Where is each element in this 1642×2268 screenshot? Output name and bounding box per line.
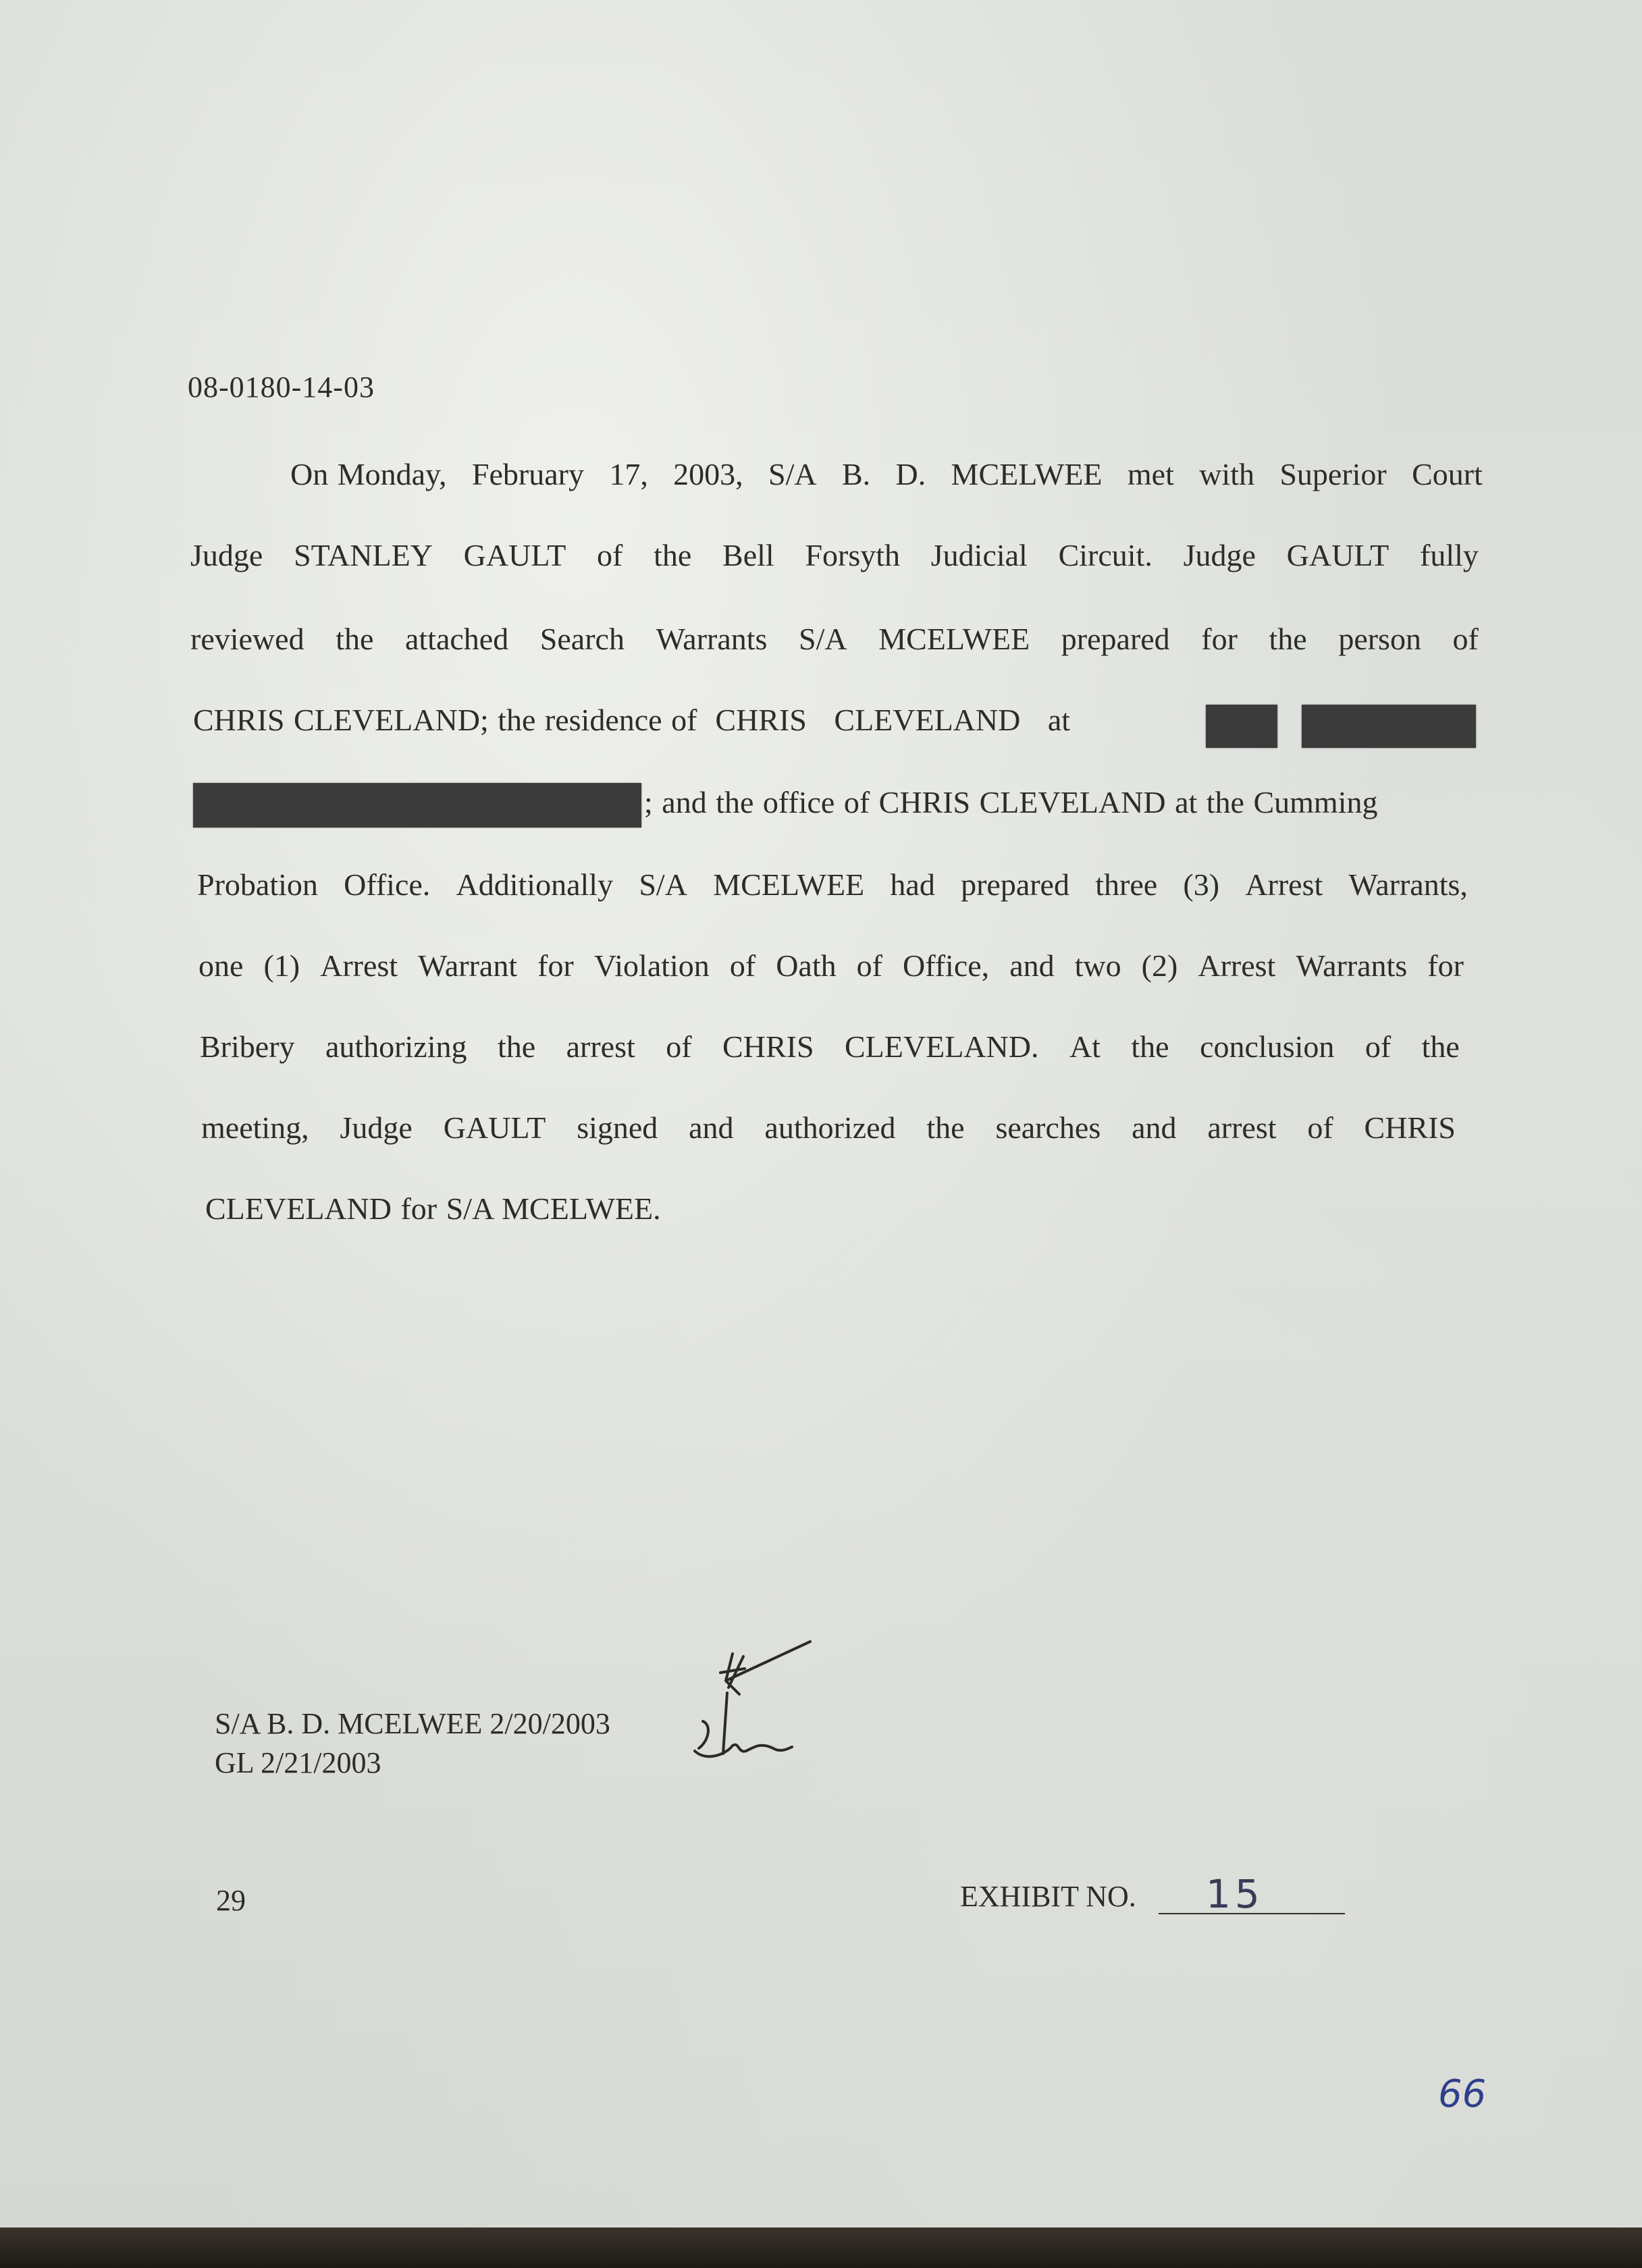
word: of	[1452, 622, 1479, 656]
paragraph-line-10: CLEVELAND for S/A MCELWEE.	[205, 1191, 661, 1226]
word: Superior	[1279, 457, 1387, 491]
word: MCELWEE	[713, 867, 865, 902]
word: for	[537, 948, 574, 983]
word: of	[1307, 1110, 1333, 1145]
paragraph-line-5-text: ; and the office of CHRIS CLEVELAND at the Cumming	[644, 785, 1378, 819]
word: On Monday,	[290, 457, 447, 491]
redaction-box	[193, 783, 641, 828]
paragraph-line-5	[193, 787, 1471, 828]
word: Office.	[344, 867, 431, 902]
word: authorized	[764, 1110, 896, 1145]
word: Bell	[722, 538, 774, 572]
word: person	[1338, 622, 1421, 656]
word: Circuit.	[1058, 538, 1153, 572]
word: three	[1095, 867, 1158, 902]
exhibit-number: 15	[1206, 1871, 1264, 1917]
signature-line-1: S/A B. D. MCELWEE 2/20/2003	[215, 1707, 610, 1740]
word: prepared	[961, 867, 1069, 902]
paragraph-line-2	[190, 540, 1479, 571]
word: CLEVELAND.	[845, 1029, 1039, 1064]
word: MCELWEE	[878, 622, 1030, 656]
desk-edge	[0, 2228, 1642, 2268]
word: reviewed	[190, 622, 304, 656]
word: 17,	[609, 457, 648, 491]
paragraph-line-8	[200, 1031, 1460, 1062]
word: and	[1009, 948, 1055, 983]
word: Bribery	[200, 1029, 295, 1064]
word: the	[1421, 1029, 1460, 1064]
word: Judge	[190, 538, 263, 572]
word: (2)	[1141, 948, 1178, 983]
word: Arrest	[1245, 867, 1323, 902]
word: Arrest	[1198, 948, 1276, 983]
word: had	[890, 867, 935, 902]
word: Violation	[593, 948, 710, 983]
word: (3)	[1183, 867, 1220, 902]
word: Additionally	[456, 867, 614, 902]
word: At	[1069, 1029, 1101, 1064]
word: Judicial	[930, 538, 1028, 572]
word: Warrant	[418, 948, 518, 983]
word: authorizing	[325, 1029, 467, 1064]
word: for	[1201, 622, 1238, 656]
redaction-block	[1206, 705, 1476, 748]
paragraph-line-6	[197, 869, 1468, 900]
word: of	[666, 1029, 692, 1064]
word: S/A	[639, 867, 687, 902]
signature-line-2: GL 2/21/2003	[215, 1746, 381, 1779]
word: and	[1132, 1110, 1177, 1145]
word: S/A	[768, 457, 817, 491]
word: MCELWEE	[951, 457, 1103, 491]
word: prepared	[1061, 622, 1170, 656]
word: attached	[404, 622, 509, 656]
word: GAULT	[1286, 538, 1389, 572]
word: meeting,	[201, 1110, 309, 1145]
word: Oath	[776, 948, 837, 983]
word: the	[926, 1110, 965, 1145]
word: CHRIS	[722, 1029, 814, 1064]
word: of	[597, 538, 623, 572]
redaction-box	[1302, 705, 1476, 748]
word: Forsyth	[805, 538, 901, 572]
redaction-box	[1206, 705, 1277, 748]
word: of	[729, 948, 756, 983]
word: Judge	[340, 1110, 413, 1145]
word: fully	[1420, 538, 1479, 572]
word: arrest	[1207, 1110, 1277, 1145]
paragraph-line-9	[201, 1112, 1456, 1143]
word: the	[336, 622, 374, 656]
word: of	[1365, 1029, 1392, 1064]
word: S/A	[799, 622, 847, 656]
file-number: 08-0180-14-03	[188, 371, 375, 404]
paragraph-line-3	[190, 624, 1479, 655]
word: and	[689, 1110, 734, 1145]
word: for	[1427, 948, 1464, 983]
paragraph-line-4	[193, 705, 1476, 748]
word: conclusion	[1200, 1029, 1335, 1064]
word: STANLEY	[294, 538, 433, 572]
word: the	[654, 538, 692, 572]
word: arrest	[566, 1029, 635, 1064]
paragraph-line-1	[290, 459, 1483, 490]
word: Probation	[197, 867, 318, 902]
paragraph-line-4-text: CHRIS CLEVELAND; the residence of CHRIS CLEVELAND at	[193, 703, 1071, 737]
word: met	[1127, 457, 1174, 491]
paragraph-line-7	[198, 950, 1464, 981]
word: signed	[577, 1110, 658, 1145]
word: February	[471, 457, 584, 491]
word: D.	[895, 457, 926, 491]
word: Court	[1412, 457, 1483, 491]
word: the	[1131, 1029, 1169, 1064]
word: Warrants	[1296, 948, 1408, 983]
word: Office,	[903, 948, 990, 983]
word: Warrants,	[1348, 867, 1468, 902]
word: two	[1074, 948, 1121, 983]
word: B.	[841, 457, 871, 491]
page-number: 29	[216, 1884, 246, 1917]
exhibit-label: EXHIBIT NO.	[960, 1880, 1136, 1913]
word: CHRIS	[1364, 1110, 1456, 1145]
word: Arrest	[320, 948, 398, 983]
word: the	[497, 1029, 536, 1064]
word: Warrants	[656, 622, 768, 656]
handwritten-signature	[685, 1640, 820, 1769]
word: 2003,	[673, 457, 743, 491]
word: the	[1269, 622, 1307, 656]
word: Search	[539, 622, 625, 656]
word: Judge	[1183, 538, 1256, 572]
word: (1)	[263, 948, 300, 983]
word: with	[1199, 457, 1254, 491]
word: searches	[995, 1110, 1101, 1145]
word: GAULT	[443, 1110, 546, 1145]
handwritten-page-number: 66	[1438, 2072, 1487, 2116]
word: one	[198, 948, 244, 983]
word: GAULT	[463, 538, 566, 572]
word: of	[856, 948, 882, 983]
